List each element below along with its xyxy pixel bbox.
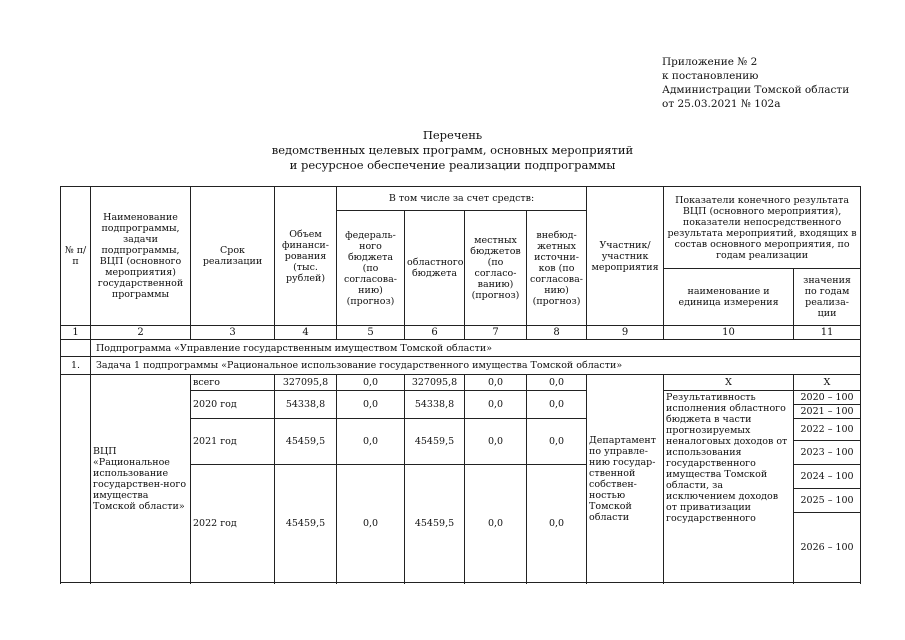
- indicator-description: Результативность исполнения областного бюджета в части прогнозируемых неналоговых доходов от использования государственного имущества Томской области, за исключением доходов от приватизации государственного: [664, 391, 794, 583]
- column-number: 11: [794, 326, 861, 340]
- row-extra: 0,0: [527, 391, 587, 419]
- title-line: Перечень: [422, 128, 483, 142]
- row-federal: 0,0: [337, 391, 405, 419]
- task-row: Задача 1 подпрограммы «Рациональное использование государственного имущества Томской области»: [91, 357, 861, 375]
- title-line: и ресурсное обеспечение реализации подпрограммы: [289, 158, 616, 172]
- column-number: 3: [191, 326, 275, 340]
- column-number: 7: [465, 326, 527, 340]
- appendix-line: Администрации Томской области: [662, 84, 850, 96]
- header-including: В том числе за счет средств:: [337, 187, 587, 211]
- indicator-value: 2023 – 100: [794, 441, 861, 465]
- row-extra: 0,0: [527, 375, 587, 391]
- row-regional: 45459,5: [405, 465, 465, 583]
- row-federal: 0,0: [337, 419, 405, 465]
- indicator-value: 2024 – 100: [794, 465, 861, 489]
- subprogram-row: Подпрограмма «Управление государственным имуществом Томской области»: [91, 340, 861, 357]
- indicator-value: 2025 – 100: [794, 489, 861, 513]
- column-number: 9: [587, 326, 664, 340]
- row-term: 2022 год: [191, 465, 275, 583]
- title-line: ведомственных целевых программ, основных мероприятий: [271, 143, 634, 157]
- row-volume: 45459,5: [275, 465, 337, 583]
- row-federal: 0,0: [337, 375, 405, 391]
- row-regional: 54338,8: [405, 391, 465, 419]
- column-number: 8: [527, 326, 587, 340]
- appendix-line: Приложение № 2: [662, 56, 758, 68]
- indicator-value: 2020 – 100: [794, 391, 861, 405]
- document-title: [0, 128, 905, 173]
- header-participant: Участник/ участник мероприятия: [587, 187, 664, 326]
- row-local: 0,0: [465, 391, 527, 419]
- header-local: местных бюджетов (по согласо-ванию) (прогноз): [465, 211, 527, 326]
- row-extra: 0,0: [527, 465, 587, 583]
- row-federal: 0,0: [337, 465, 405, 583]
- header-volume: Объем финанси-рования (тыс. рублей): [275, 187, 337, 326]
- row-regional: 45459,5: [405, 419, 465, 465]
- row-local: 0,0: [465, 419, 527, 465]
- row-local: 0,0: [465, 375, 527, 391]
- indicator-value-x: Х: [794, 375, 861, 391]
- column-number: 10: [664, 326, 794, 340]
- program-table: [60, 186, 861, 583]
- indicator-value: 2021 – 100: [794, 405, 861, 419]
- task-number: 1.: [61, 357, 91, 375]
- header-regional: областного бюджета: [405, 211, 465, 326]
- indicator-x: Х: [664, 375, 794, 391]
- appendix-line: от 25.03.2021 № 102а: [662, 98, 781, 110]
- row-volume: 54338,8: [275, 391, 337, 419]
- row-local: 0,0: [465, 465, 527, 583]
- column-number: 5: [337, 326, 405, 340]
- row-regional: 327095,8: [405, 375, 465, 391]
- row-volume: 327095,8: [275, 375, 337, 391]
- indicator-value: 2026 – 100: [794, 513, 861, 583]
- header-indicators: Показатели конечного результата ВЦП (основного мероприятия), показатели непосредственного результата мероприятий, входящих в состав основного мероприятия, по годам реализации: [664, 187, 861, 269]
- header-indicator-values: значения по годам реализа-ции: [794, 269, 861, 326]
- row-term: 2020 год: [191, 391, 275, 419]
- header-name: Наименование подпрограммы, задачи подпрограммы, ВЦП (основного мероприятия) государственной программы: [91, 187, 191, 326]
- header-term: Срок реализации: [191, 187, 275, 326]
- column-number: 2: [91, 326, 191, 340]
- header-indicator-name: наименование и единица измерения: [664, 269, 794, 326]
- participant-cell: Департамент по управле-нию государ-ственной собствен-ностью Томской области: [587, 375, 664, 583]
- appendix-block: [662, 55, 849, 111]
- header-extra: внебюд-жетных источни-ков (по согласова-нию) (прогноз): [527, 211, 587, 326]
- header-num: № п/п: [61, 187, 91, 326]
- row-extra: 0,0: [527, 419, 587, 465]
- column-number: 6: [405, 326, 465, 340]
- vcp-name: ВЦП «Рациональное использование государствен-ного имущества Томской области»: [91, 375, 191, 583]
- row-term: всего: [191, 375, 275, 391]
- column-number: 1: [61, 326, 91, 340]
- row-volume: 45459,5: [275, 419, 337, 465]
- indicator-value: 2022 – 100: [794, 419, 861, 441]
- appendix-line: к постановлению: [662, 70, 759, 82]
- column-number: 4: [275, 326, 337, 340]
- row-term: 2021 год: [191, 419, 275, 465]
- header-federal: федераль-ного бюджета (по согласова-нию) (прогноз): [337, 211, 405, 326]
